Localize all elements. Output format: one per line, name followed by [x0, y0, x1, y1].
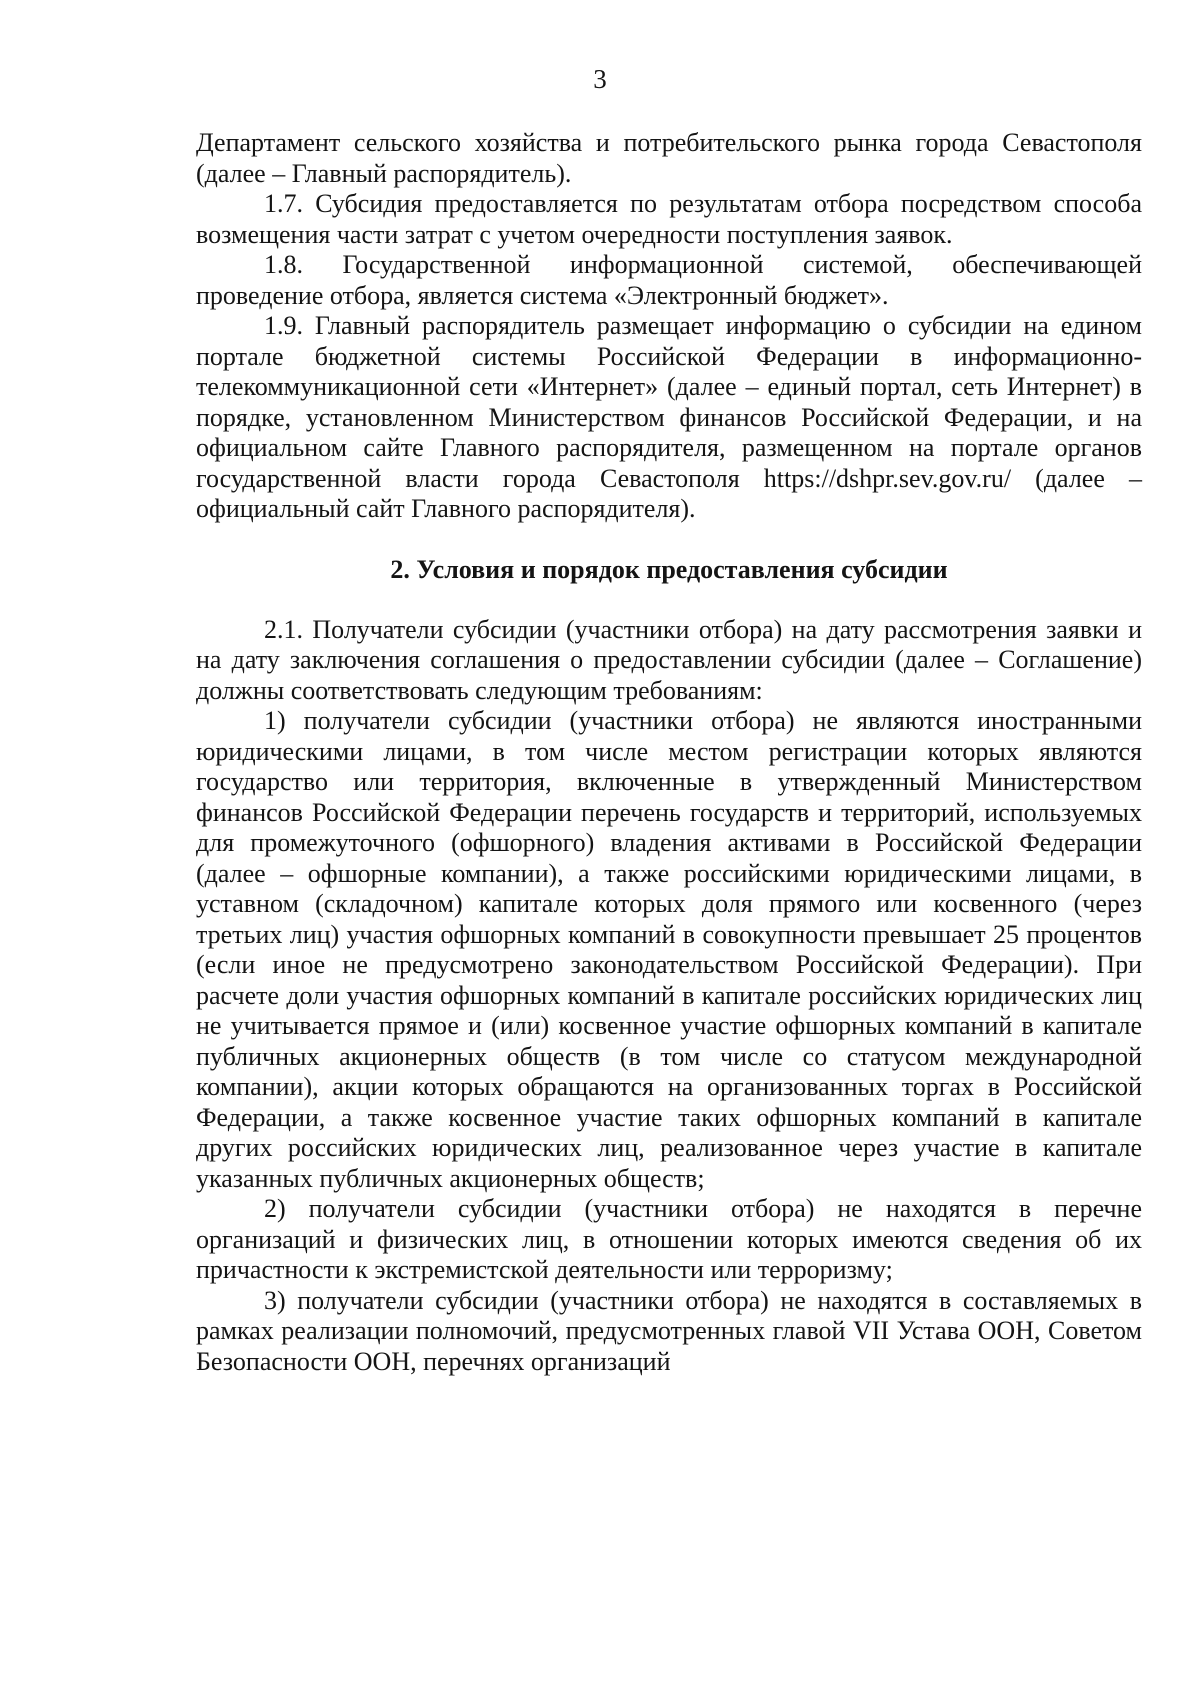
- section-heading: 2. Условия и порядок предоставления субсидии: [390, 554, 948, 584]
- paragraph-2-1: 2.1. Получатели субсидии (участники отбора) на дату рассмотрения заявки и на дату заключения соглашения о предоставлении субсидии (далее – Соглашение) должны соответствовать следующим требованиям:: [196, 614, 1142, 705]
- list-item-2: 2) получатели субсидии (участники отбора) не находятся в перечне организаций и физических лиц, в отношении которых имеются сведения об их причастности к экстремистской деятельности или терроризму;: [196, 1194, 1142, 1284]
- list-item-1: 1) получатели субсидии (участники отбора) не являются иностранными юридическими лицами, в том числе местом регистрации которых являются государство или территория, включенные в утвержденный Министерством финансов Российской Федерации перечень государств и территорий, используемых для промежуточного (офшорного) владения активами в Российской Федерации (далее – офшорные компании), а также российскими юридическими лицами, в уставном (складочном) капитале которых доля прямого или косвенного (через третьих лиц) участия офшорных компаний в совокупности превышает 25 процентов (если иное не предусмотрено законодательством Российской Федерации). При расчете доли участия офшорных компаний в капитале российских юридических лиц не учитывается прямое и (или) косвенное участие офшорных компаний в капитале публичных акционерных обществ (в том числе со статусом международной компании), акции которых обращаются на организованных торгах в Российской Федерации, а также косвенное участие таких офшорных компаний в капитале других российских юридических лиц, реализованное через участие в капитале указанных публичных акционерных обществ;: [196, 706, 1142, 1193]
- document-body: [196, 128, 1142, 1377]
- list-item-3: 3) получатели субсидии (участники отбора) не находятся в составляемых в рамках реализации полномочий, предусмотренных главой VII Устава ООН, Советом Безопасности ООН, перечнях организаций: [196, 1285, 1142, 1376]
- paragraph-1-9: 1.9. Главный распорядитель размещает информацию о субсидии на едином портале бюджетной системы Российской Федерации в информационно-телекоммуникационной сети «Интернет» (далее – единый портал, сеть Интернет) в порядке, установленном Министерством финансов Российской Федерации, и на официальном сайте Главного распорядителя, размещенном на портале органов государственной власти города Севастополя https://dshpr.sev.gov.ru/ (далее – официальный сайт Главного распорядителя).: [196, 311, 1142, 523]
- paragraph-1-7: 1.7. Субсидия предоставляется по результатам отбора посредством способа возмещения части затрат с учетом очередности поступления заявок.: [196, 189, 1142, 249]
- page-number: 3: [593, 64, 607, 94]
- paragraph-department: Департамент сельского хозяйства и потребительского рынка города Севастополя (далее – Главный распорядитель).: [196, 128, 1142, 188]
- paragraph-1-8: 1.8. Государственной информационной системой, обеспечивающей проведение отбора, является система «Электронный бюджет».: [196, 250, 1142, 310]
